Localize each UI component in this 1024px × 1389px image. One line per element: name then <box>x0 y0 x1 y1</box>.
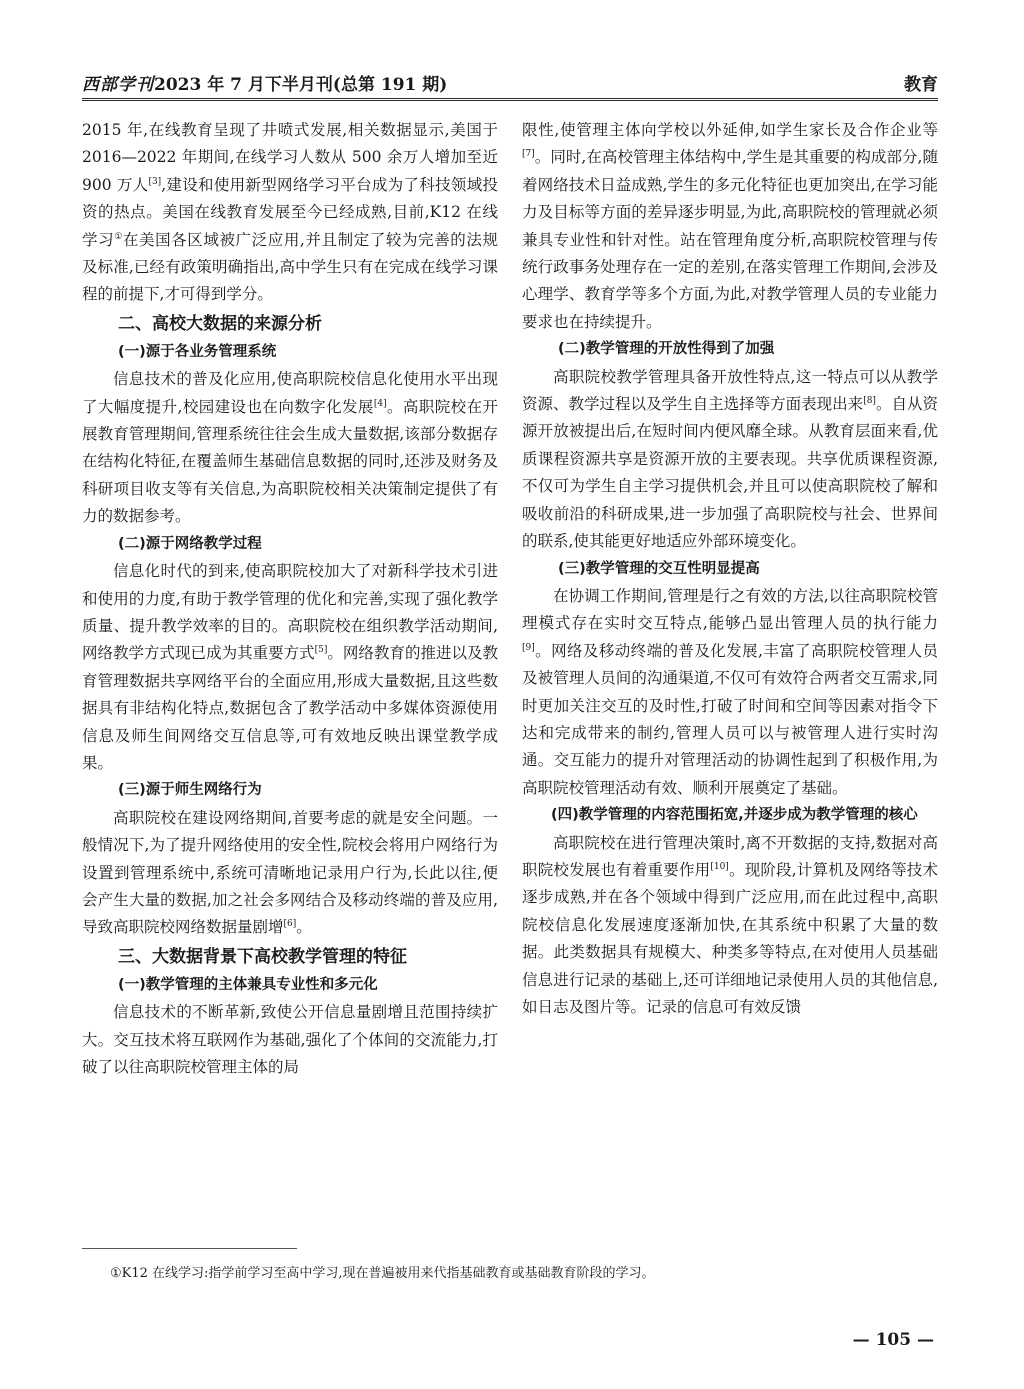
footnote-marker: ① <box>114 231 123 242</box>
right-column <box>522 117 938 1021</box>
left-column <box>82 117 498 1081</box>
paragraph: 2015 年,在线教育呈现了井喷式发展,相关数据显示,美国于 2016—2022 年期间,在线学习人数从 500 余万人增加至近 900 万人[3],建设和使用新型网络学习平台成为了科技领域投资的热点。美国在线教育发展至今已经成熟,目前,K12 在线学习①在美国各区域被广泛应用,并且制定了较为完善的法规及标准,已经有政策明确指出,高中学生只有在完成在线学习课程的前提下,才可得到学分。 <box>82 121 499 304</box>
citation: [6] <box>283 919 297 930</box>
page-header <box>82 64 938 101</box>
subsection-heading: (四)教学管理的内容范围拓宽,并逐步成为教学管理的核心 <box>551 807 918 824</box>
footnote: ①K12 在线学习:指学前学习至高中学习,现在普遍被用来代指基础教育或基础教育阶段的学习。 <box>110 1266 655 1281</box>
footnote-divider <box>82 1248 297 1249</box>
paragraph: 信息化时代的到来,使高职院校加大了对新科学技术引进和使用的力度,有助于教学管理的优化和完善,实现了强化教学质量、提升教学效率的目的。高职院校在组织教学活动期间,网络教学方式现已成为其重要方式[5]。网络教育的推进以及教育管理数据共享网络平台的全面应用,形成大量数据,且这些数据具有非结构化特点,数据包含了教学活动中多媒体资源使用信息及师生间网络交互信息等,可有效地反映出课堂教学成果。 <box>82 562 498 772</box>
page-number: — 105 — <box>852 1330 934 1350</box>
citation: [3] <box>148 176 162 187</box>
citation: [10] <box>710 861 729 872</box>
citation: [7] <box>522 149 535 160</box>
subsection-heading: (二)源于网络教学过程 <box>118 535 262 552</box>
section-label: 教育 <box>904 75 938 95</box>
section-heading: 三、大数据背景下高校教学管理的特征 <box>118 946 407 967</box>
citation: [5] <box>314 645 328 656</box>
citation: [8] <box>863 396 876 407</box>
citation: [9] <box>522 642 535 653</box>
subsection-heading: (三)源于师生网络行为 <box>118 782 262 799</box>
paragraph: 高职院校在进行管理决策时,离不开数据的支持,数据对高职院校发展也有着重要作用[10]。现阶段,计算机及网络等技术逐步成熟,并在各个领域中得到广泛应用,而在此过程中,高职院校信息化发展速度逐渐加快,在其系统中积累了大量的数据。此类数据具有规模大、种类多等特点,在对使用人员基础信息进行记录的基础上,还可详细地记录使用人员的其他信息,如日志及图片等。记录的信息可有效反馈 <box>522 833 938 1016</box>
issue-text: 2023 年 7 月下半月刊(总第 191 期) <box>154 75 448 95</box>
citation: [4] <box>373 398 387 409</box>
subsection-heading: (三)教学管理的交互性明显提高 <box>558 560 760 577</box>
paragraph: 高职院校教学管理具备开放性特点,这一特点可以从教学资源、教学过程以及学生自主选择等方面表现出来[8]。自从资源开放被提出后,在短时间内便风靡全球。从教育层面来看,优质课程资源共享是资源开放的主要表现。共享优质课程资源,不仅可为学生自主学习提供机会,并且可以使高职院校了解和吸收前沿的科研成果,进一步加强了高职院校与社会、世界间的联系,使其能更好地适应外部环境变化。 <box>522 367 938 551</box>
subsection-heading: (一)源于各业务管理系统 <box>118 343 277 360</box>
paragraph: 信息技术的不断革新,致使公开信息量剧增且范围持续扩大。交互技术将互联网作为基础,强化了个体间的交流能力,打破了以往高职院校管理主体的局 <box>82 1003 498 1076</box>
section-heading: 二、高校大数据的来源分析 <box>118 313 322 334</box>
paragraph: 信息技术的普及化应用,使高职院校信息化使用水平出现了大幅度提升,校园建设也在向数字化发展[4]。高职院校在开展教育管理期间,管理系统往往会生成大量数据,该部分数据存在结构化特征,在覆盖师生基础信息数据的同时,还涉及财务及科研项目收支等有关信息,为高职院校相关决策制定提供了有力的数据参考。 <box>82 370 498 526</box>
paragraph: 在协调工作期间,管理是行之有效的方法,以往高职院校管理模式存在实时交互特点,能够凸显出管理人员的执行能力[9]。网络及移动终端的普及化发展,丰富了高职院校管理人员及被管理人员间的沟通渠道,不仅可有效符合两者交互需求,同时更加关注交互的及时性,打破了时间和空间等因素对指令下达和完成带来的制约,管理人员可以与被管理人进行实时沟通。交互能力的提升对管理活动的协调性起到了积极作用,为高职院校管理活动有效、顺利开展奠定了基础。 <box>522 586 938 797</box>
paragraph: 限性,使管理主体向学校以外延伸,如学生家长及合作企业等[7]。同时,在高校管理主体结构中,学生是其重要的构成部分,随着网络技术日益成熟,学生的多元化特征也更加突出,在学习能力及目标等方面的差异逐步明显,为此,高职院校的管理就必须兼具专业性和针对性。站在管理角度分析,高职院校管理与传统行政事务处理存在一定的差别,在落实管理工作期间,会涉及心理学、教育学等多个方面,为此,对教学管理人员的专业能力要求也在持续提升。 <box>522 121 938 331</box>
journal-logo: 西部学刊 <box>82 75 154 95</box>
subsection-heading: (一)教学管理的主体兼具专业性和多元化 <box>118 976 378 993</box>
subsection-heading: (二)教学管理的开放性得到了加强 <box>558 341 775 358</box>
journal-issue <box>82 70 447 95</box>
paragraph: 高职院校在建设网络期间,首要考虑的就是安全问题。一般情况下,为了提升网络使用的安全性,院校会将用户网络行为设置到管理系统中,系统可清晰地记录用户行为,长此以往,便会产生大量的数据,加之社会多网结合及移动终端的普及应用,导致高职院校网络数据量剧增[6]。 <box>82 808 498 937</box>
